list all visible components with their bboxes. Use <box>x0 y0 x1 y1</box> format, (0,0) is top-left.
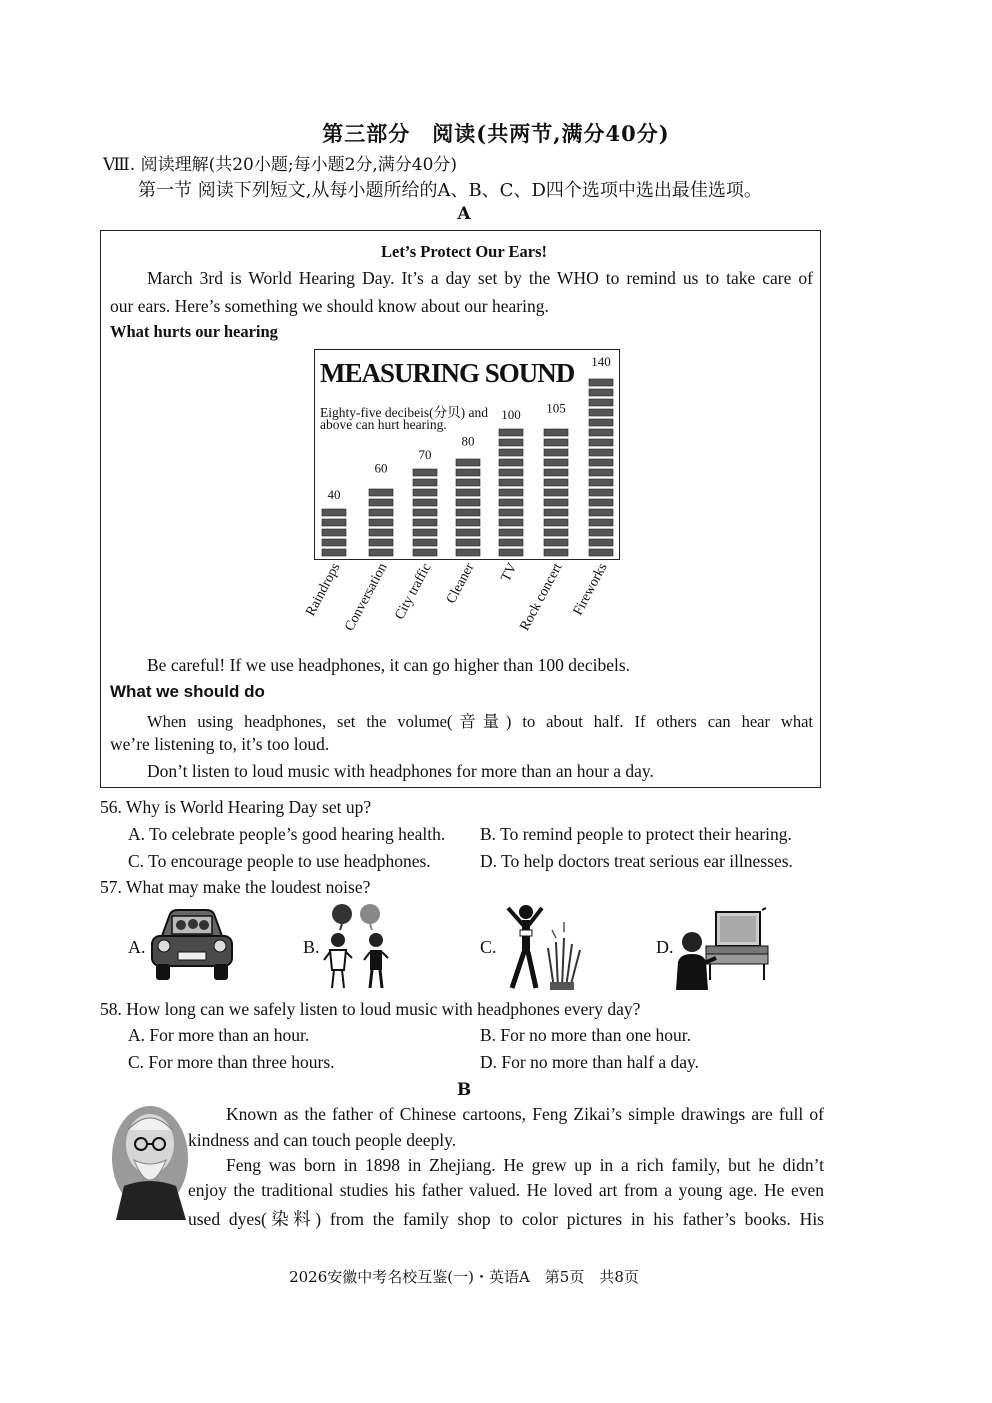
passage-a-title: Let’s Protect Our Ears! <box>380 242 548 261</box>
category-label: TV <box>498 560 521 585</box>
part-heading: Ⅷ. 阅读理解(共20小题;每小题2分,满分40分) <box>103 155 458 175</box>
bar-value-label: 70 <box>418 447 432 462</box>
chart-title: MEASURING SOUND <box>320 358 575 388</box>
section-instruction: 第一节 阅读下列短文,从每小题所给的A、B、C、D四个选项中选出最佳选项。 <box>138 180 762 201</box>
passage-a-letter: A <box>457 204 471 224</box>
section-title: 第三部分 阅读(共两节,满分40分) <box>322 121 670 146</box>
category-label: Fireworks <box>570 560 611 619</box>
passage-b-p2-line1: Feng was born in 1898 in Zhejiang. He grew up in a rich family, but he didn’t <box>226 1155 824 1175</box>
q56-option-c[interactable]: C. To encourage people to use headphones. <box>128 851 431 871</box>
careful-note: Be careful! If we use headphones, it can go higher than 100 decibels. <box>147 655 631 675</box>
category-label: Rock concert <box>517 560 566 634</box>
chart-note-line2: above can hurt hearing. <box>320 417 447 432</box>
q56-option-d[interactable]: D. To help doctors treat serious ear illnesses. <box>480 851 793 871</box>
advice2: Don’t listen to loud music with headphones for more than an hour a day. <box>147 761 654 781</box>
bar-value-label: 80 <box>461 433 475 449</box>
advice1-line1: When using headphones, set the volume(音量) to about half. If others can hear what <box>147 712 813 731</box>
q57-option-a[interactable]: A. <box>128 937 146 957</box>
question-57-stem: 57. What may make the loudest noise? <box>100 877 371 897</box>
passage-b-p1-line1: Known as the father of Chinese cartoons, Feng Zikai’s simple drawings are full of <box>226 1104 824 1124</box>
question-56-stem: 56. Why is World Hearing Day set up? <box>100 797 372 817</box>
q58-option-a[interactable]: A. For more than an hour. <box>128 1025 310 1045</box>
page-footer: 2026安徽中考名校互鉴(一)・英语A 第5页 共8页 <box>289 1268 639 1286</box>
tv-person-icon[interactable] <box>676 906 772 992</box>
subheading-what-to-do: What we should do <box>110 682 265 701</box>
feng-zikai-portrait <box>110 1104 190 1222</box>
bar-value-label: 60 <box>374 460 388 476</box>
q57-option-c[interactable]: C. <box>480 937 497 957</box>
q57-option-d[interactable]: D. <box>656 937 674 957</box>
chart-note-line1: Eighty-five decibeis(分贝) and <box>320 405 488 420</box>
q57-option-b[interactable]: B. <box>303 937 320 957</box>
bar-value-label: 140 <box>591 354 611 369</box>
category-label: Raindrops <box>303 560 344 619</box>
passage-a-intro-line1: March 3rd is World Hearing Day. It’s a day set by the WHO to remind us to take care of <box>147 268 813 288</box>
passage-b-p1-line2: kindness and can touch people deeply. <box>188 1130 457 1150</box>
bar-value-label: 105 <box>546 400 566 416</box>
q58-option-c[interactable]: C. For more than three hours. <box>128 1052 335 1072</box>
car-icon[interactable] <box>148 906 234 986</box>
q58-option-d[interactable]: D. For no more than half a day. <box>480 1052 700 1072</box>
question-58-stem: 58. How long can we safely listen to loud music with headphones every day? <box>100 999 641 1019</box>
bar-value-label: 100 <box>501 407 521 423</box>
category-label: City traffic <box>392 560 435 623</box>
advice1-line2: we’re listening to, it’s too loud. <box>110 734 330 754</box>
q58-option-b[interactable]: B. For no more than one hour. <box>480 1025 691 1045</box>
bar-value-label: 40 <box>327 486 341 502</box>
category-label: Cleaner <box>443 560 478 607</box>
passage-b-p2-line3: used dyes(染料) from the family shop to color pictures in his father’s books. His <box>188 1209 824 1229</box>
q56-option-b[interactable]: B. To remind people to protect their hearing. <box>480 824 792 844</box>
category-label: Conversation <box>342 560 391 634</box>
passage-b-letter: B <box>456 1080 472 1100</box>
q56-option-a[interactable]: A. To celebrate people’s good hearing health. <box>128 824 446 844</box>
passage-b-p2-line2: enjoy the traditional studies his father valued. He loved art from a young age. He even <box>188 1180 824 1200</box>
subheading-what-hurts: What hurts our hearing <box>110 322 278 341</box>
talking-people-icon[interactable] <box>322 904 394 990</box>
passage-a-intro-line2: our ears. Here’s something we should know about our hearing. <box>110 296 549 316</box>
fireworks-person-icon[interactable] <box>500 902 586 992</box>
